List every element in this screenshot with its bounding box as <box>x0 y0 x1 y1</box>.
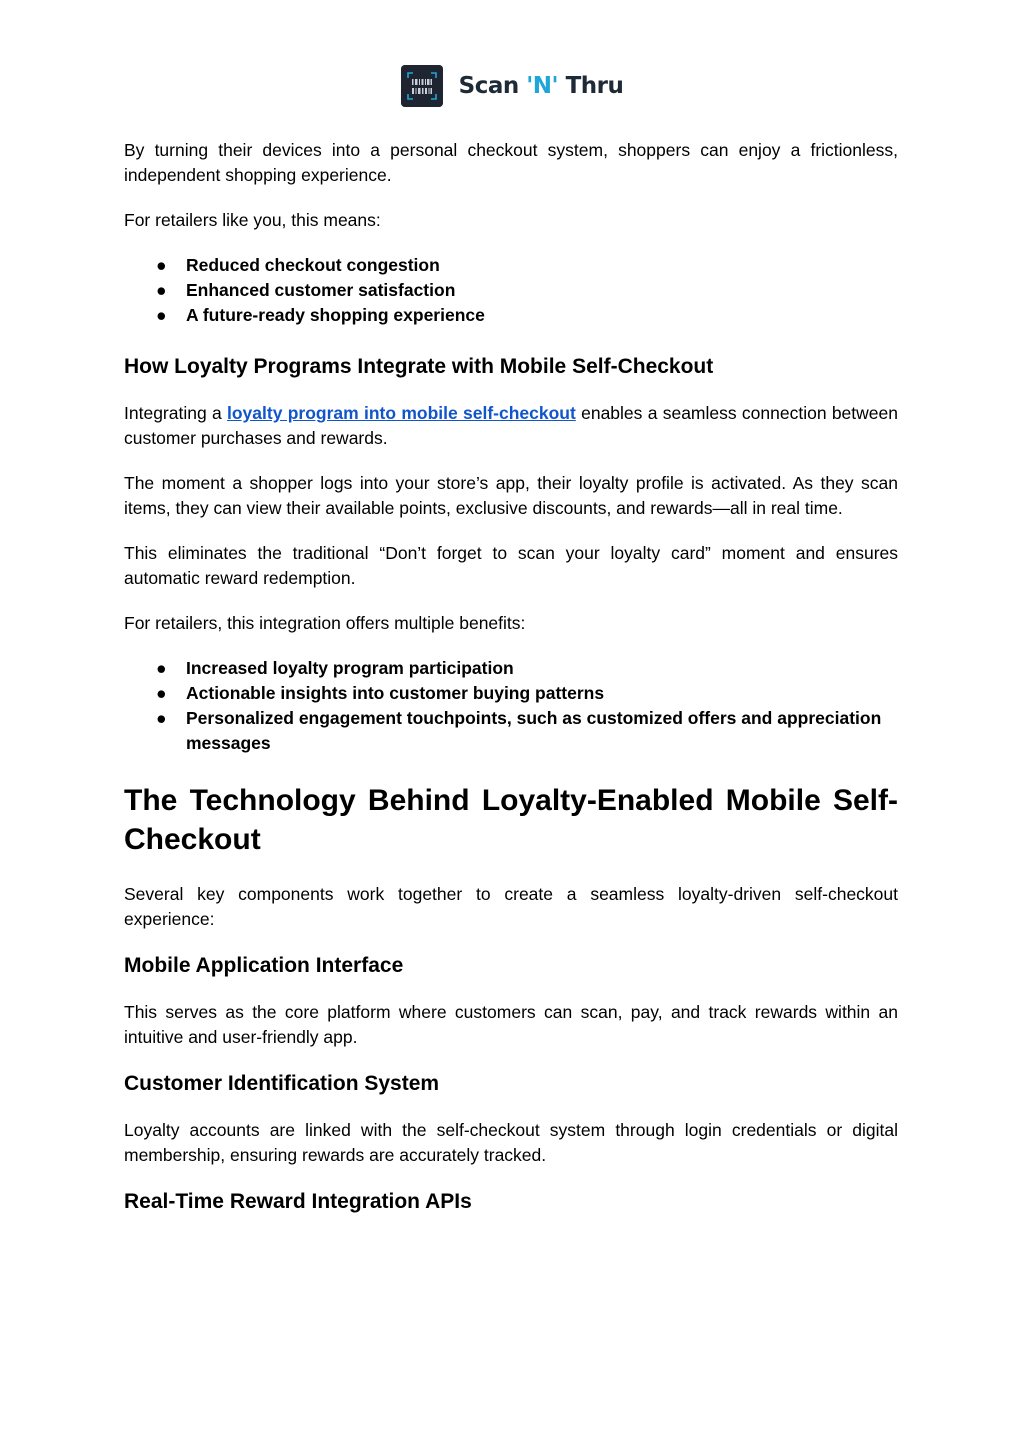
list-item-text: A future-ready shopping experience <box>186 305 485 325</box>
brand-name-accent: 'N' <box>526 73 559 99</box>
list-item-text: Personalized engagement touchpoints, such as customized offers and appreciation messages <box>186 708 882 753</box>
list-item <box>124 656 898 681</box>
retailers-lead-paragraph: For retailers like you, this means: <box>124 210 381 230</box>
bullet-icon: ● <box>156 305 167 325</box>
list-item <box>124 278 898 303</box>
brand-name-part1: Scan <box>458 73 527 99</box>
brand-name-part3: Thru <box>558 73 624 99</box>
list-item <box>124 706 898 756</box>
page-header <box>0 64 1024 108</box>
loyalty-profile-paragraph: The moment a shopper logs into your store’s app, their loyalty profile is activated. As they scan items, they can view their available points, exclusive discounts, and rewards—all in real time. <box>124 473 898 518</box>
list-item <box>124 303 898 328</box>
brand-logo <box>401 65 624 107</box>
intro-paragraph: By turning their devices into a personal checkout system, shoppers can enjoy a frictionless, independent shopping experience. <box>124 140 898 185</box>
mobile-app-heading: Mobile Application Interface <box>124 954 404 977</box>
loyalty-card-paragraph: This eliminates the traditional “Don’t forget to scan your loyalty card” moment and ensures automatic reward redemption. <box>124 543 898 588</box>
loyalty-program-link[interactable]: loyalty program into mobile self-checkout <box>227 403 576 423</box>
technology-heading: The Technology Behind Loyalty-Enabled Mobile Self-Checkout <box>124 784 898 856</box>
technology-intro-paragraph: Several key components work together to create a seamless loyalty-driven self-checkout experience: <box>124 884 898 929</box>
list-item <box>124 253 898 278</box>
list-item-text: Enhanced customer satisfaction <box>186 280 456 300</box>
brand-name <box>459 73 624 99</box>
list-item-text: Increased loyalty program participation <box>186 658 514 678</box>
list-item <box>124 681 898 706</box>
integration-text-after: enables a seamless connection between customer purchases and rewards. <box>124 403 898 448</box>
barcode-scanner-icon <box>401 65 443 107</box>
document-body <box>124 138 898 1236</box>
integration-text-before: Integrating a <box>124 403 227 423</box>
integration-benefits-list <box>124 656 898 756</box>
mobile-app-paragraph: This serves as the core platform where customers can scan, pay, and track rewards within an intuitive and user-friendly app. <box>124 1002 898 1047</box>
realtime-api-heading: Real-Time Reward Integration APIs <box>124 1190 472 1213</box>
list-item-text: Reduced checkout congestion <box>186 255 440 275</box>
list-item-text: Actionable insights into customer buying patterns <box>186 683 605 703</box>
loyalty-integration-heading: How Loyalty Programs Integrate with Mobile Self-Checkout <box>124 355 714 378</box>
bullet-icon: ● <box>156 280 167 300</box>
integration-paragraph <box>124 401 898 451</box>
bullet-icon: ● <box>156 708 167 728</box>
bullet-icon: ● <box>156 683 167 703</box>
bullet-icon: ● <box>156 255 167 275</box>
customer-id-paragraph: Loyalty accounts are linked with the self-checkout system through login credentials or digital membership, ensuring rewards are accurately tracked. <box>124 1120 898 1165</box>
benefits-lead-paragraph: For retailers, this integration offers multiple benefits: <box>124 613 526 633</box>
customer-id-heading: Customer Identification System <box>124 1072 440 1095</box>
bullet-icon: ● <box>156 658 167 678</box>
retailer-benefits-list <box>124 253 898 328</box>
